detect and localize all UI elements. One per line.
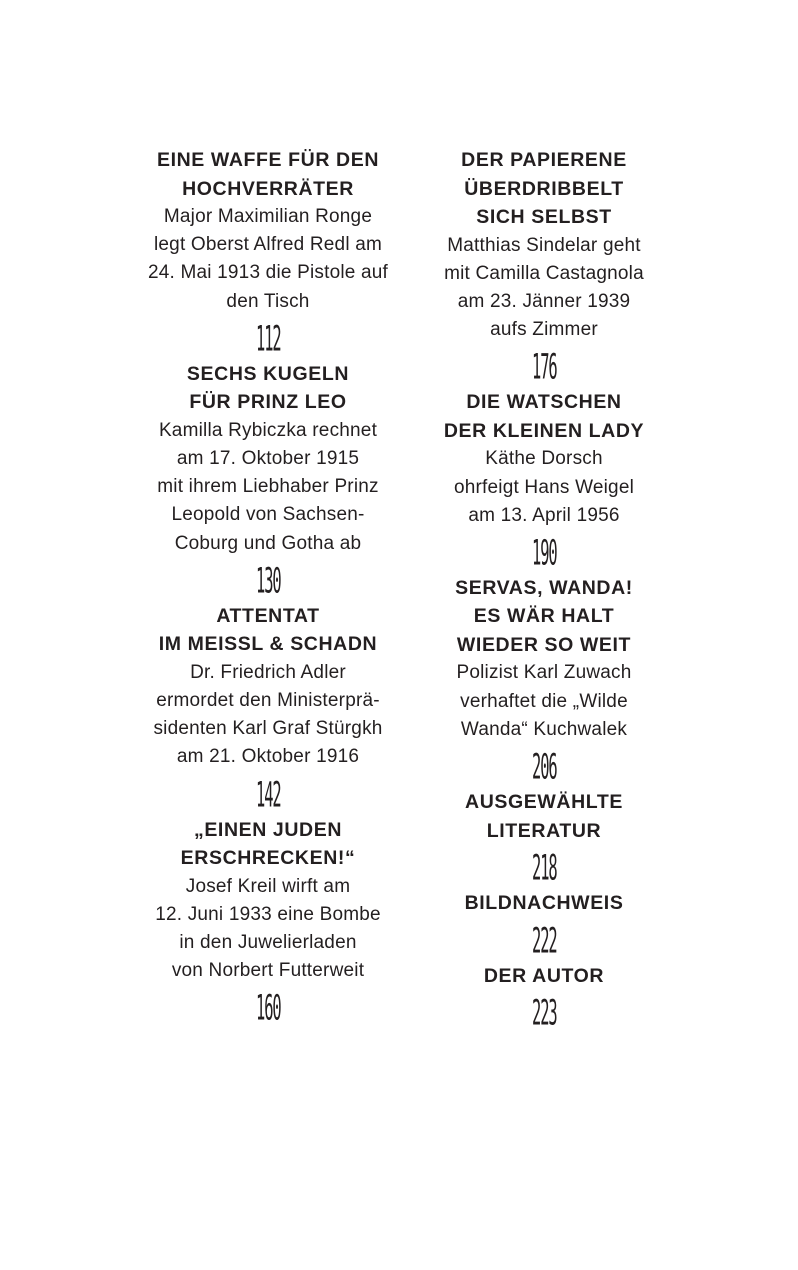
entry-description: Josef Kreil wirft am 12. Juni 1933 eine Bombe in den Juwelierladen von Norbert Futterweit (155, 875, 381, 982)
entry-title: SERVAS, WANDA! ES WÄR HALT WIEDER SO WEIT (455, 576, 633, 656)
entry-title: AUSGEWÄHLTE LITERATUR (465, 791, 623, 842)
toc-entry[interactable] (394, 788, 694, 889)
page-number[interactable]: 130 (255, 559, 281, 601)
entry-title: BILDNACHWEIS (464, 892, 624, 915)
entry-description: Polizist Karl Zuwach verhaftet die „Wilde Wanda“ Kuchwalek (456, 662, 632, 740)
toc-entry[interactable] (394, 889, 694, 962)
entry-title: DER PAPIERENE ÜBERDRIBBELT SICH SELBST (461, 149, 627, 228)
toc-entry[interactable] (394, 146, 694, 388)
entry-title: EINE WAFFE FÜR DEN HOCHVERRÄTER (156, 149, 380, 200)
entry-description: Dr. Friedrich Adler ermordet den Ministerprä- sidenten Karl Graf Stürgkh am 21. Oktober 1916 (153, 661, 383, 768)
page-number[interactable]: 223 (531, 991, 557, 1034)
entry-title: DIE WATSCHEN DER KLEINEN LADY (443, 391, 645, 442)
page-number[interactable]: 142 (255, 773, 281, 815)
toc-entry[interactable] (394, 574, 694, 788)
entry-title: SECHS KUGELN FÜR PRINZ LEO (186, 362, 350, 414)
toc-entry[interactable] (394, 962, 694, 1035)
page-number[interactable]: 190 (531, 531, 557, 573)
toc-entry[interactable] (118, 602, 418, 816)
toc-entry[interactable] (118, 360, 418, 602)
page-number[interactable]: 206 (531, 745, 557, 788)
entry-title: „EINEN JUDEN ERSCHRECKEN!“ (180, 818, 356, 870)
page-number[interactable]: 160 (255, 987, 281, 1029)
entry-title: ATTENTAT IM MEISSL & SCHADN (158, 604, 378, 656)
page-number[interactable]: 218 (531, 846, 557, 889)
toc-column-left (118, 146, 418, 1029)
entry-description: Major Maximilian Ronge legt Oberst Alfred Redl am 24. Mai 1913 die Pistole auf den Tisch (147, 206, 389, 312)
page-number[interactable]: 222 (531, 919, 557, 961)
entry-description: Matthias Sindelar geht mit Camilla Castagnola am 23. Jänner 1939 aufs Zimmer (444, 234, 644, 341)
entry-description: Kamilla Rybiczka rechnet am 17. Oktober 1915 mit ihrem Liebhaber Prinz Leopold von Sachsen- Coburg und Gotha ab (157, 419, 379, 554)
page-number[interactable]: 112 (255, 317, 281, 359)
toc-column-right (394, 146, 694, 1034)
toc-entry[interactable] (118, 146, 418, 360)
entry-description: Käthe Dorsch ohrfeigt Hans Weigel am 13. April 1956 (453, 448, 635, 526)
entry-title: DER AUTOR (483, 964, 605, 987)
toc-entry[interactable] (118, 816, 418, 1030)
page-number[interactable]: 176 (531, 346, 557, 388)
toc-entry[interactable] (394, 388, 694, 574)
